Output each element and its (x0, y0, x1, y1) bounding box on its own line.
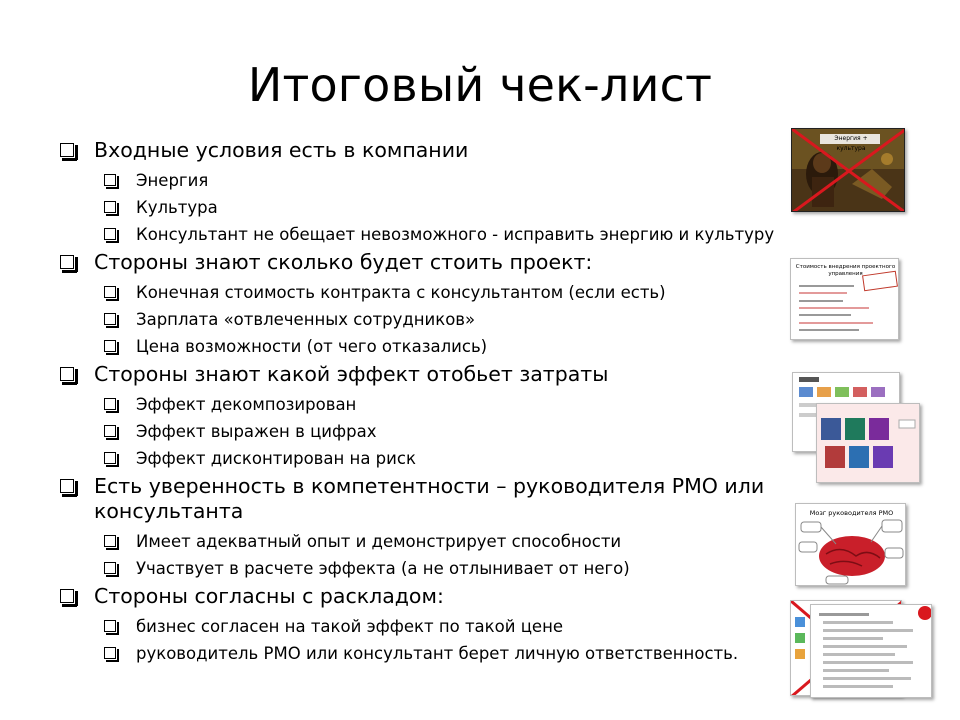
checklist-item (58, 167, 798, 194)
checkbox-icon (104, 452, 116, 464)
checklist-item (58, 391, 798, 418)
checkbox-icon (104, 647, 116, 659)
item-text: Энергия (136, 171, 209, 190)
checkbox-icon (104, 562, 116, 574)
checkbox-icon (104, 535, 116, 547)
checklist-item (58, 418, 798, 445)
item-text: Имеет адекватный опыт и демонстрирует способности (136, 532, 622, 551)
item-text: Консультант не обещает невозможного - исправить энергию и культуру (136, 225, 775, 244)
checkbox-icon (104, 425, 116, 437)
checklist-item (58, 221, 798, 248)
checklist-item (58, 613, 798, 640)
checklist (58, 138, 798, 667)
section-text-continued: консультанта (94, 499, 244, 523)
item-text: бизнес согласен на такой эффект по такой цене (136, 617, 564, 636)
checkbox-icon (104, 201, 116, 213)
checkbox-icon (60, 143, 74, 157)
thumbnail-energy-culture (791, 128, 905, 212)
item-text: Цена возможности (от чего отказались) (136, 337, 488, 356)
text-line (799, 307, 869, 309)
checklist-item (58, 279, 798, 306)
checkbox-icon (104, 398, 116, 410)
item-text: Эффект декомпозирован (136, 395, 357, 414)
item-text: Зарплата «отвлеченных сотрудников» (136, 310, 476, 329)
section-text: Входные условия есть в компании (94, 138, 469, 162)
section-text: Стороны знают сколько будет стоить проект: (94, 250, 593, 274)
checklist-item (58, 555, 798, 582)
text-line (799, 285, 854, 287)
slide-text-picture (811, 605, 932, 698)
thumbnail-cost-title: Стоимость внедрения проектного (795, 264, 896, 270)
checklist-section-2 (58, 250, 798, 275)
checklist-item (58, 306, 798, 333)
text-line (799, 300, 843, 302)
thumbnail-agreement-front (810, 604, 932, 698)
brain-icon (796, 504, 906, 586)
thumbnail-cost-title-2: управления (828, 271, 863, 277)
item-text: Участвует в расчете эффекта (а не отлынивает от него) (136, 559, 630, 578)
checkbox-icon (104, 313, 116, 325)
checkbox-icon (104, 286, 116, 298)
checklist-item (58, 445, 798, 472)
section-text: Стороны согласны с раскладом: (94, 584, 444, 608)
checklist-item (58, 528, 798, 555)
item-text: Эффект выражен в цифрах (136, 422, 377, 441)
text-line (799, 322, 873, 324)
checkbox-icon (60, 479, 74, 493)
checkbox-icon (104, 174, 116, 186)
text-line (799, 329, 859, 331)
checkbox-icon (104, 340, 116, 352)
thumbnail-brain-title: Мозг руководителя PMO (809, 509, 894, 517)
item-text: руководитель PMO или консультант берет личную ответственность. (136, 644, 739, 663)
thumbnail-cost (790, 258, 899, 340)
checkbox-icon (60, 255, 74, 269)
thumbnail-effect-front (816, 403, 920, 483)
item-text: Конечная стоимость контракта с консультантом (если есть) (136, 283, 666, 302)
text-line (799, 314, 851, 316)
checklist-section-3 (58, 362, 798, 387)
thumbnail-caption: Энергия + культура (834, 135, 868, 152)
checklist-item (58, 333, 798, 360)
item-text: Эффект дисконтирован на риск (136, 449, 416, 468)
slide-title: Итоговый чек-лист (247, 58, 713, 112)
stamp-badge (862, 271, 898, 292)
checklist-section-4 (58, 474, 798, 524)
section-text: Есть уверенность в компетентности – руководителя PMO или (94, 474, 765, 498)
section-text: Стороны знают какой эффект отобьет затраты (94, 362, 609, 386)
checkbox-icon (104, 620, 116, 632)
checklist-item (58, 194, 798, 221)
effect-images-picture (817, 404, 920, 483)
checklist-item (58, 640, 798, 667)
thumbnail-brain (795, 503, 906, 586)
checkbox-icon (60, 367, 74, 381)
checklist-section-1 (58, 138, 798, 163)
checkbox-icon (104, 228, 116, 240)
checkbox-icon (60, 589, 74, 603)
item-text: Культура (136, 198, 218, 217)
checklist-section-5 (58, 584, 798, 609)
text-line (799, 292, 847, 294)
